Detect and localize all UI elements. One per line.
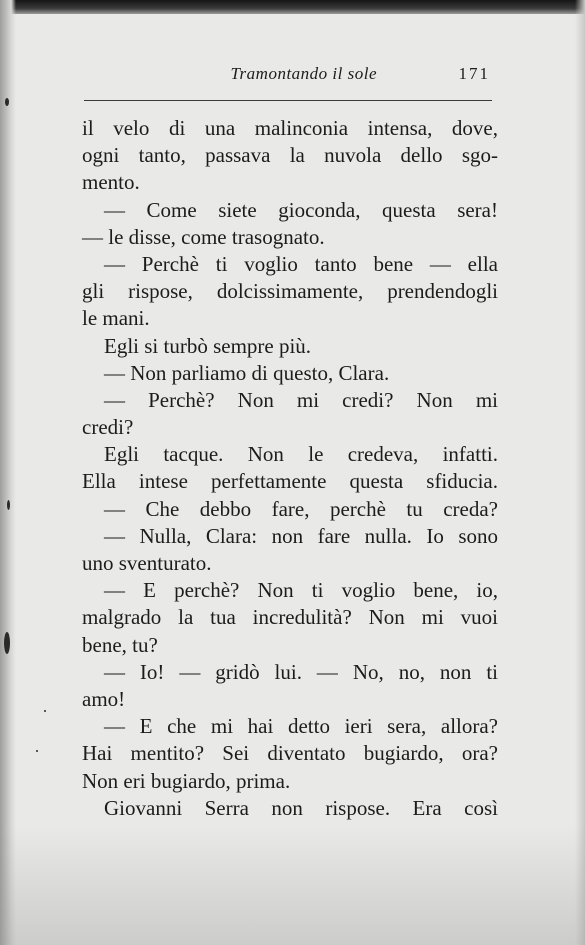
text-line: — Nulla, Clara: non fare nulla. Io sono [104,523,498,548]
text-line: amo! [82,686,126,711]
running-title: Tramontando il sole [230,64,377,83]
text-line: — Che debbo fare, perchè tu creda? [104,496,498,521]
text-line: uno sventurato. [82,551,212,575]
text-line: — Io! — gridò lui. — No, no, non ti [104,659,498,684]
text-line: Giovanni Serra non rispose. Era così [104,795,498,820]
scan-top-edge [0,0,585,14]
margin-speck [4,632,10,654]
header-rule [84,100,492,101]
text-line: — Non parliamo di questo, Clara. [104,360,390,385]
text-line: — E che mi hai detto ieri sera, allora? [104,714,498,739]
text-line: credi? [82,415,134,440]
text-line: bene, tu? [82,632,158,657]
scan-binding-shadow [0,0,16,945]
text-line: Non eri bugiardo, prima. [82,768,291,793]
page-body-text [82,115,498,822]
page-number: 171 [458,64,490,83]
scan-right-edge [575,0,585,945]
text-line: le mani. [82,306,150,331]
text-line: — Perchè ti voglio tanto bene — ella [104,251,498,276]
text-line: mento. [82,170,140,195]
text-line: Egli si turbò sempre più. [104,333,312,358]
text-line: — E perchè? Non ti voglio bene, io, [104,578,498,603]
margin-speck [44,710,46,712]
margin-speck [7,500,10,510]
text-line: — le disse, come trasognato. [82,224,325,249]
running-header [84,64,492,88]
text-line: ogni tanto, passava la nuvola dello sgo- [82,143,498,168]
text-line: gli rispose, dolcissimamente, prendendogli [82,279,498,304]
text-line: Ella intese perfettamente questa sfiducia. [82,469,498,494]
scan-bottom-shade [0,825,585,945]
text-line: — Perchè? Non mi credi? Non mi [104,387,498,412]
text-line: Egli tacque. Non le credeva, infatti. [104,442,498,467]
text-line: malgrado la tua incredulità? Non mi vuoi [82,605,498,630]
text-line: il velo di una malinconia intensa, dove, [82,116,498,140]
text-line: Hai mentito? Sei diventato bugiardo, ora? [82,741,498,766]
margin-speck [36,750,38,752]
text-line: — Come siete gioconda, questa sera! [104,197,498,222]
margin-speck [5,98,9,106]
